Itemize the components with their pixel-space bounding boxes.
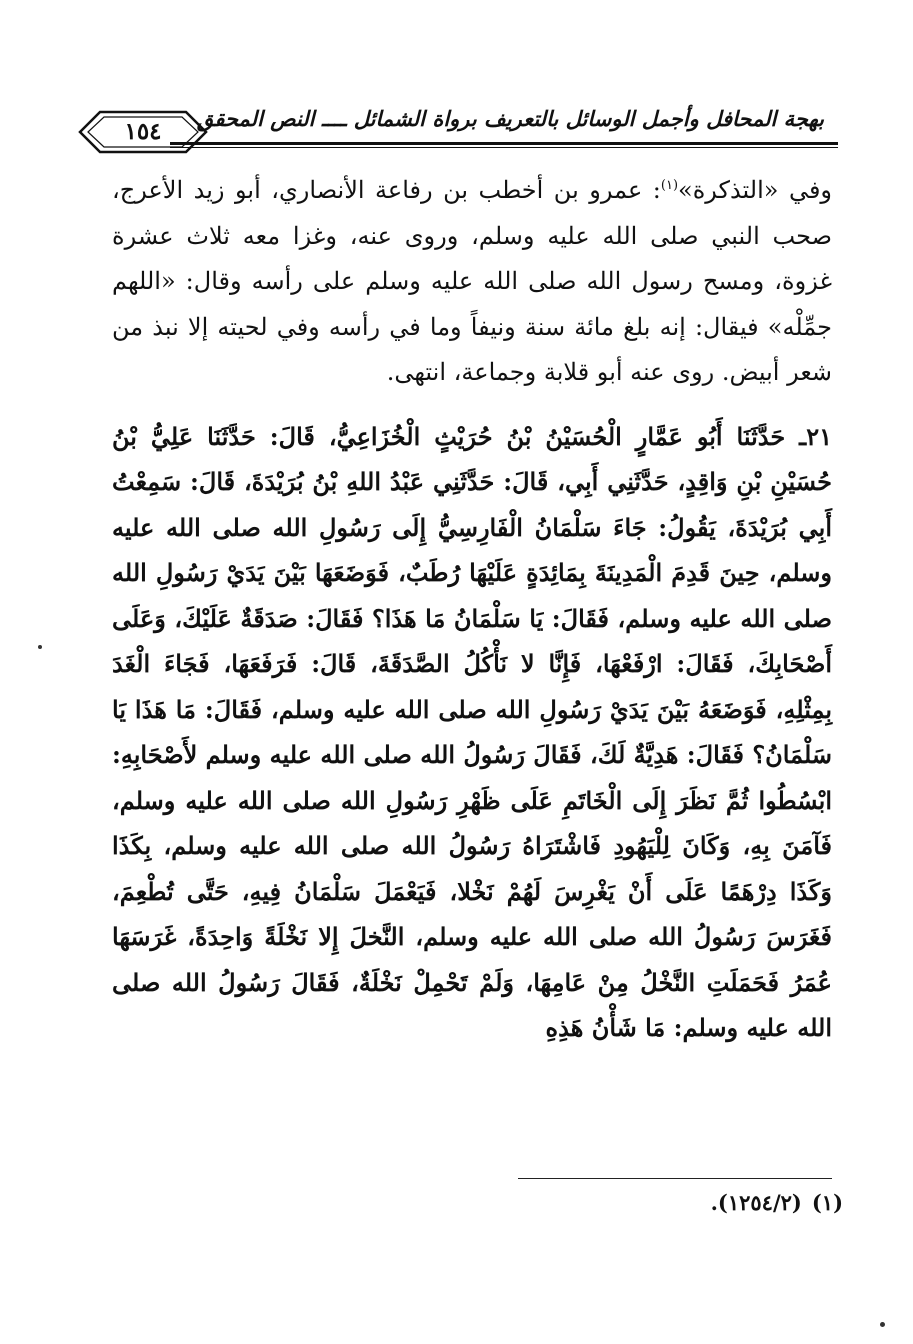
- header-rule-thick: [170, 142, 838, 145]
- page-number: ١٥٤: [124, 118, 162, 145]
- scan-speck: [880, 1322, 885, 1327]
- footnote-separator: [518, 1178, 832, 1179]
- main-text: [112, 168, 832, 1051]
- footnote: [83, 1190, 843, 1215]
- running-title: بهجة المحافل وأجمل الوسائل بالتعريف برواة الشمائل ــــ النص المحقق: [196, 106, 824, 131]
- paragraph-hadith-21: ٢١ـ حَدَّثَنَا أَبُو عَمَّارٍ الْحُسَيْنُ بْنُ حُرَيْثٍ الْخُزَاعِيُّ، قَالَ: حَدَّثَنَا عَلِيُّ بْنُ حُسَيْنِ بْنِ وَاقِدٍ، حَدَّثَنِي أَبِي، قَالَ: حَدَّثَنِي عَبْدُ اللهِ بْنُ بُرَيْدَةَ، قَالَ: سَمِعْتُ أَبِي بُرَيْدَةَ، يَقُولُ: جَاءَ سَلْمَانُ الْفَارِسِيُّ إِلَى رَسُولِ الله صلى الله عليه وسلم، حِينَ قَدِمَ الْمَدِينَةَ بِمَائِدَةٍ عَلَيْهَا رُطَبٌ، فَوَضَعَهَا بَيْنَ يَدَيْ رَسُولِ الله صلى الله عليه وسلم، فَقَالَ: يَا سَلْمَانُ مَا هَذَا؟ فَقَالَ: صَدَقَةٌ عَلَيْكَ، وَعَلَى أَصْحَابِكَ، فَقَالَ: ارْفَعْهَا، فَإِنَّا لا نَأْكُلُ الصَّدَقَةَ، قَالَ: فَرَفَعَهَا، فَجَاءَ الْغَدَ بِمِثْلِهِ، فَوَضَعَهُ بَيْنَ يَدَيْ رَسُولِ الله صلى الله عليه وسلم، فَقَالَ: مَا هَذَا يَا سَلْمَانُ؟ فَقَالَ: هَدِيَّةٌ لَكَ، فَقَالَ رَسُولُ الله صلى الله عليه وسلم لأَصْحَابِهِ: ابْسُطُوا ثُمَّ نَظَرَ إِلَى الْخَاتَمِ عَلَى ظَهْرِ رَسُولِ الله صلى الله عليه وسلم، فَآمَنَ بِهِ، وَكَانَ لِلْيَهُودِ فَاشْتَرَاهُ رَسُولُ الله صلى الله عليه وسلم، بِكَذَا وَكَذَا دِرْهَمًا عَلَى أَنْ يَغْرِسَ لَهُمْ نَخْلا، فَيَعْمَلَ سَلْمَانُ فِيهِ، حَتَّى تُطْعِمَ، فَغَرَسَ رَسُولُ الله صلى الله عليه وسلم، النَّخلَ إِلا نَخْلَةً وَاحِدَةً، غَرَسَهَا عُمَرُ فَحَمَلَتِ النَّخْلُ مِنْ عَامِهَا، وَلَمْ تَحْمِلْ نَخْلَةٌ، فَقَالَ رَسُولُ الله صلى الله عليه وسلم: مَا شَأْنُ هَذِهِ: [112, 421, 833, 1042]
- paragraph-commentary-lead: وفي «التذكرة»: [678, 176, 833, 204]
- page-number-badge: [78, 109, 208, 155]
- footnote-reference: (١): [660, 178, 679, 193]
- header-rule-thin: [170, 147, 838, 148]
- scan-speck: [38, 645, 42, 649]
- page-header: [78, 100, 838, 162]
- paragraph-commentary-rest: : عمرو بن أخطب بن رفاعة الأنصاري، أبو زيد الأعرج، صحب النبي صلى الله عليه وسلم، وروى عنه، وغزا معه ثلاث عشرة غزوة، ومسح رسول الله صلى الله عليه وسلم على رأسه وقال: «اللهم جمِّلْه» فيقال: إنه بلغ مائة سنة ونيفاً وما في رأسه وفي لحيته إلا نبذ من شعر أبيض. روى عنه أبو قلابة وجماعة، انتهى.: [112, 176, 832, 386]
- footnote-marker: (١): [811, 1190, 843, 1215]
- paragraph-commentary: [112, 168, 832, 396]
- footnote-text: (١٢٥٤/٢).: [710, 1190, 802, 1215]
